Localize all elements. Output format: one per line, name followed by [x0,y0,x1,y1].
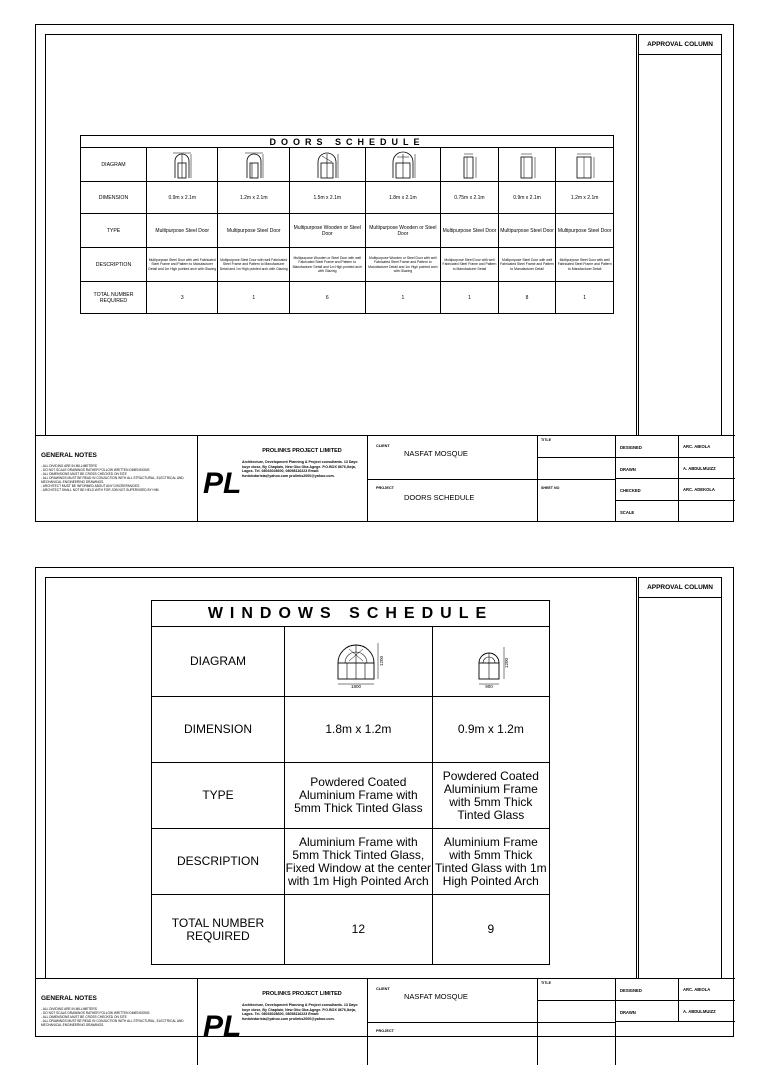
client-block [368,436,538,522]
door-type: Multipurpose Steel Door [147,214,218,248]
window-type: Powdered Coated Aluminium Frame with 5mm Thick Tinted Glass [285,763,433,829]
note-line: - ARCHITECT MUST BE INFORMED ABOUT ANY DISCREPANCIES [41,484,140,488]
note-line: - ALL DRAWINGS MUST BE READ IN CONJUCTION WITH ALL STRUCTURAL, ELECTRICAL AND MECHANICAL ENGINEERING DRAWINGS. [41,476,184,484]
general-notes [36,979,198,1065]
row-label-total: TOTAL NUMBER REQUIRED [152,895,285,965]
checked-label: CHECKED [620,488,641,493]
drawn-label: DRAWN [620,466,636,472]
info-block [616,436,735,522]
door-count: 3 [147,282,218,314]
windows-sheet [35,567,734,1043]
svg-text:1800: 1800 [351,683,362,689]
designed-label: DESIGNED [620,445,642,450]
row-label-diagram: DIAGRAM [81,148,147,182]
designed-value: ARC. ABIOLA [678,979,735,1001]
general-notes-title: GENERAL NOTES [41,452,97,459]
title-label: TITLE [541,438,551,442]
divider [538,1022,616,1023]
scale-label: SCALE [620,509,635,515]
title-block [36,435,735,521]
door-dimension: 1.5m x 2.1m [289,182,365,214]
title-label: TITLE [541,981,551,985]
title-block [36,978,735,1064]
door-description: Multipurpose Steel Door with well Fabricated Steel Frame and Pattern to Manufacturer Detail and 1m High pointed arch with Glazing [218,248,289,282]
doors-sheet [35,24,734,522]
window-count: 12 [285,895,433,965]
approval-column-title: APPROVAL COLUMN [639,578,721,598]
client-name: NASFAT MOSQUE [404,449,468,458]
row-label-diagram: DIAGRAM [152,627,285,697]
sheet-no-label: SHEET NO [541,486,560,490]
project-name: DOORS SCHEDULE [404,493,475,502]
firm-block [198,436,368,522]
prolinks-logo-icon [202,1007,242,1043]
designed-value: ARC. ABIOLA [678,436,735,458]
door-dimension: 0.9m x 2.1m [498,182,556,214]
window-description: Aluminium Frame with 5mm Thick Tinted Glass with 1m High Pointed Arch [432,829,549,895]
title-cell [538,436,616,522]
approval-column [638,577,722,979]
row-label-dimension: DIMENSION [152,697,285,763]
svg-text:1200: 1200 [379,655,385,666]
divider [538,457,616,458]
info-block [616,979,735,1065]
door-type: Multipurpose Steel Door [218,214,289,248]
note-line: - ALL DIVIDING ARE IN MILLIMETERS [41,464,97,468]
door-diagram-2 [218,148,289,182]
row-label-type: TYPE [152,763,285,829]
doors-schedule-heading: DOORS SCHEDULE [81,136,614,148]
window-dimension: 1.8m x 1.2m [285,697,433,763]
window-diagram-2 [432,627,549,697]
door-count: 8 [498,282,556,314]
client-label: CLIENT [376,444,390,448]
door-diagram-5 [441,148,499,182]
client-name: NASFAT MOSQUE [404,992,468,1001]
scale-value [678,501,735,523]
title-cell [538,979,616,1065]
drawn-value: A. ABDULMUIZZ [678,1001,735,1023]
door-description: Multipurpose Steel Door with well Fabricated Steel Frame and Pattern to Manufacturer Detail [498,248,556,282]
drawing-area [45,577,637,979]
windows-schedule-table [151,600,550,965]
door-description: Multipurpose Steel Door with well Fabricated Steel Frame and Pattern to Manufacturer Detail [441,248,499,282]
door-type: Multipurpose Steel Door [498,214,556,248]
windows-schedule-heading: WINDOWS SCHEDULE [152,601,550,627]
prolinks-logo-icon [202,464,242,500]
note-line: - ALL DIMENSIONS MUST BE CROSS CHECKED ON SITE [41,472,127,476]
note-line: - DO NOT SCALE DRAWINGS RATHER FOLLOW WRITTEN DIMENSIONS [41,1011,150,1015]
svg-text:1200: 1200 [503,657,509,668]
project-label: PROJECT [376,1029,394,1033]
client-block [368,979,538,1065]
door-count: 6 [289,282,365,314]
approval-column-title: APPROVAL COLUMN [639,35,721,55]
door-count: 1 [441,282,499,314]
row-label-type: TYPE [81,214,147,248]
row-label-total: TOTAL NUMBER REQUIRED [81,282,147,314]
window-description: Aluminium Frame with 5mm Thick Tinted Glass, Fixed Window at the center with 1m High Pointed Arch [285,829,433,895]
note-line: - ALL DIVIDING ARE IN MILLIMETERS [41,1007,97,1011]
note-line: - DO NOT SCALE DRAWINGS RATHER FOLLOW WRITTEN DIMENSIONS [41,468,150,472]
door-count: 1 [556,282,614,314]
divider [538,1000,616,1001]
drawn-label: DRAWN [620,1009,636,1015]
general-notes [36,436,198,522]
window-type: Powdered Coated Aluminium Frame with 5mm Thick Tinted Glass [432,763,549,829]
door-description: Multipurpose Steel Door with well Fabricated Steel Frame and Pattern to Manufacturer Detail [556,248,614,282]
note-line: - ALL DRAWINGS MUST BE READ IN CONJUCTION WITH ALL STRUCTURAL, ELECTRICAL AND MECHANICAL ENGINEERING DRAWINGS. [41,1019,184,1027]
checked-value: ARC. ADEKOLA [678,479,735,501]
divider [538,479,616,480]
project-label: PROJECT [376,486,394,490]
firm-name: PROLINKS PROJECT LIMITED [262,991,342,997]
window-count: 9 [432,895,549,965]
window-diagram-1 [285,627,433,697]
note-line: - ARCHITECT SHALL NOT BE HELD WITH FOR JOB NOT SUPERVISED BY HIM. [41,488,160,492]
svg-text:900: 900 [485,683,493,689]
firm-details: Architecture, Development Planning & Project consultants. 13 Dayo kuye close, By Chaplain, New Oko Oba Agege. P.O.BOX 8676,Ikeja, Lagos. Tel. 08033028600, 08058116223 Email: funtoledarista@yahoo.com prolinks2000@yahoo.com. [242,1003,358,1021]
door-type: Multipurpose Wooden or Steel Door [289,214,365,248]
svg-text:PL: PL [203,467,242,500]
approval-column [638,34,722,436]
client-label: CLIENT [376,987,390,991]
divider [368,479,538,480]
door-diagram-7 [556,148,614,182]
row-label-description: DESCRIPTION [81,248,147,282]
door-dimension: 1.2m x 2.1m [218,182,289,214]
general-notes-title: GENERAL NOTES [41,995,97,1002]
designed-label: DESIGNED [620,988,642,993]
door-description: Multipurpose Steel Door with well Fabricated Steel Frame and Pattern to Manufacturer Detail and 1m High pointed arch with Glazing [147,248,218,282]
drawing-area [45,34,637,436]
door-diagram-3 [289,148,365,182]
doors-schedule-table [80,135,614,314]
drawn-value: A. ABDULMUIZZ [678,458,735,480]
door-diagram-6 [498,148,556,182]
door-dimension: 1.8m x 2.1m [365,182,441,214]
firm-details: Architecture, Development Planning & Project consultants. 13 Dayo kuye close, By Chaplain, New Oko Oba Agege. P.O.BOX 8676,Ikeja, Lagos. Tel. 08033028600, 08058116223 Email: funtoledarista@yahoo.com prolinks2000@yahoo.com. [242,460,358,478]
door-count: 1 [365,282,441,314]
door-type: Multipurpose Wooden or Steel Door [365,214,441,248]
note-line: - ALL DIMENSIONS MUST BE CROSS CHECKED ON SITE [41,1015,127,1019]
window-dimension: 0.9m x 1.2m [432,697,549,763]
door-dimension: 0.9m x 2.1m [147,182,218,214]
door-description: Multipurpose Wooden or Steel Door with well Fabricated Steel Frame and Pattern to Manufacturer Detail and 1m High pointed arch with Glazing [365,248,441,282]
door-count: 1 [218,282,289,314]
door-dimension: 1.2m x 2.1m [556,182,614,214]
firm-name: PROLINKS PROJECT LIMITED [262,448,342,454]
door-diagram-4 [365,148,441,182]
door-diagram-1 [147,148,218,182]
row-label-description: DESCRIPTION [152,829,285,895]
svg-text:PL: PL [203,1010,242,1043]
row-label-dimension: DIMENSION [81,182,147,214]
firm-block [198,979,368,1065]
divider [368,1022,538,1023]
door-type: Multipurpose Steel Door [556,214,614,248]
door-description: Multipurpose Wooden or Steel Door with well Fabricated Steel Frame and Pattern to Manufacturer Detail and 1m High pointed arch with Glazing [289,248,365,282]
door-type: Multipurpose Steel Door [441,214,499,248]
door-dimension: 0.75m x 2.1m [441,182,499,214]
